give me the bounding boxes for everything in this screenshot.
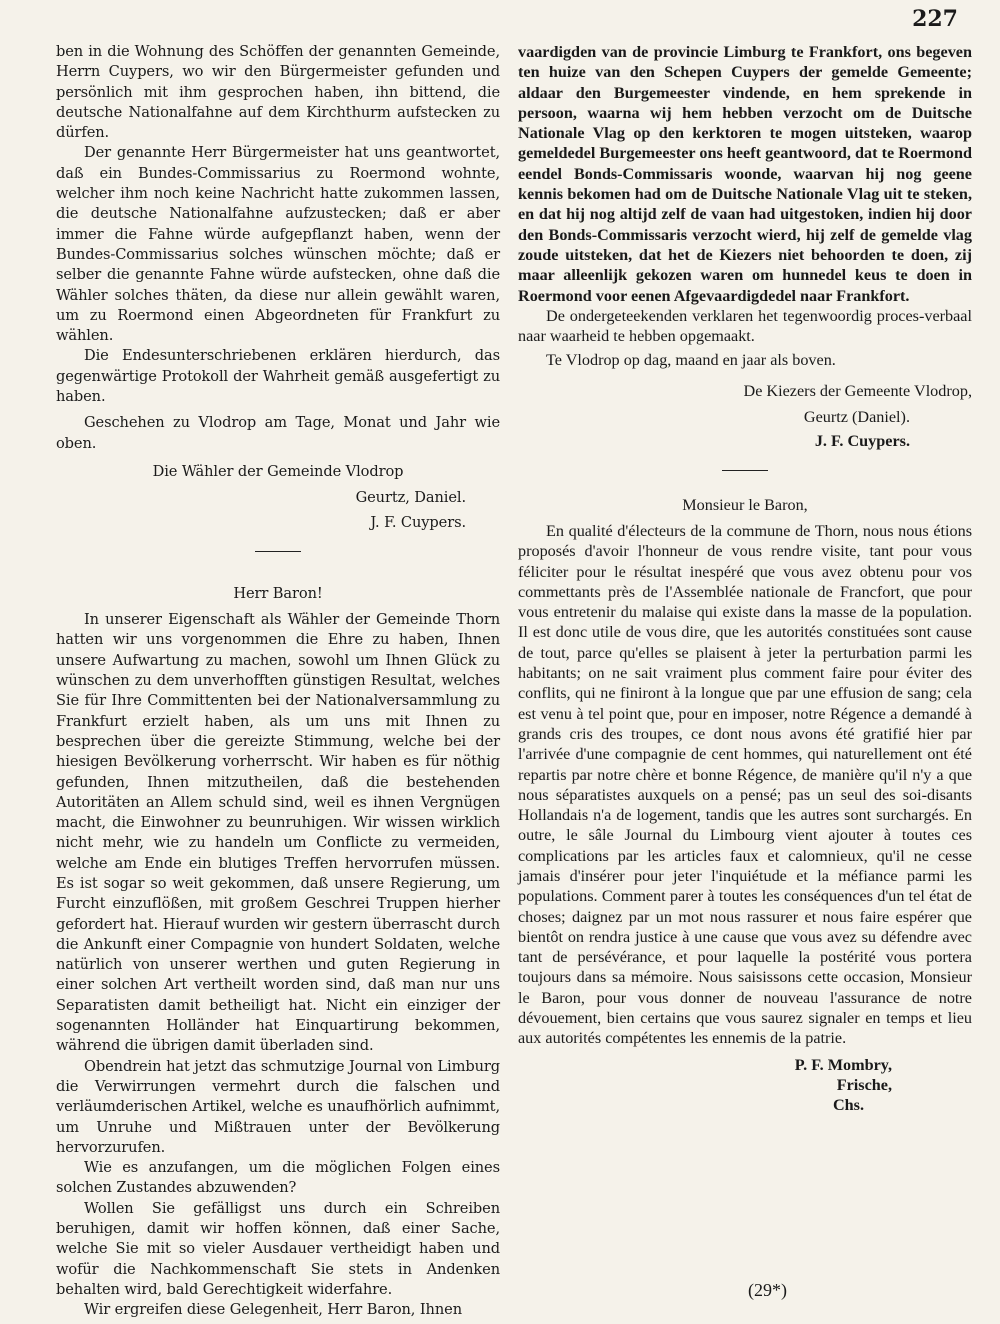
salutation: Monsieur le Baron, (682, 495, 808, 514)
paragraph: Wie es anzufangen, um die möglichen Folgen eines solchen Zustandes abzuwenden? (56, 1159, 500, 1197)
signature-name: Geurtz, Daniel. (355, 489, 466, 507)
signature-name: Chs. (832, 1096, 864, 1115)
paragraph: ben in die Wohnung des Schöffen der genannten Gemeinde, Herrn Cuypers, wo wir den Bürgermeister gefunden und persönlich mit ihm gesprochen haben, ihn bittend, die deutsche Nationalfahne auf dem Kirchthurm aufstecken zu dürfen. (56, 43, 500, 142)
paragraph: Der genannte Herr Bürgermeister hat uns geantwortet, daß ein Bundes-Commissarius zu Roermond wohnte, welcher ihm noch keine Nachricht hatte zukommen lassen, die deutsche Nationalfahne aufzustecken; daß er aber immer die Fahne würde aufgepflanzt haben, wenn der Bundes-Commissarius solches wünschen möchte; daß er selber die genannte Fahne würde aufstecken, ohne daß die Wähler solches thäten, da diese nur allein gewählt waren, um zu Roermond einen Abgeordneten für Frankfurt zu wählen. (56, 144, 500, 345)
paragraph: Wir ergreifen diese Gelegenheit, Herr Baron, Ihnen (84, 1301, 462, 1319)
paragraph: vaardigden van de provincie Limburg te Frankfort, ons begeven ten huize van den Schepen Cuypers der gemelde Gemeente; aldaar den Burgemeester vindende, en hem sprekende in persoon, waarna wij hem hebben verzocht om de Duitsche Nationale Vlag op den kerktoren te mogen uitsteken, waarop gemeldedel Burgemeester ons heeft geantwoord, dat te Roermond eendel Bonds-Commissaris woonde, waarvan hij nog geene kennis bekomen had om de Duitsche Nationale Vlag uit te steken, en dat hij nog altijd zelf de vaan had uitgestoken, indien hij door den Bonds-Commissaris verzocht wierd, hij zelf de gemelde vlag zoude uitsteken, dat het de Kiezers niet behoorden te doen, zij maar alleenlijk gekozen waren om hunnedel keus te doen in Roermond voor eenen Afgevaardigdedel naar Frankfort. (518, 43, 972, 305)
signature-name: J. F. Cuypers. (370, 513, 466, 531)
page-number: 227 (912, 6, 958, 32)
salutation: Herr Baron! (233, 584, 323, 602)
signature-title: Die Wähler der Gemeinde Vlodrop (152, 462, 404, 480)
paragraph: De ondergeteekenden verklaren het tegenwoordig proces-verbaal naar waarheid te hebben opgemaakt. (518, 306, 972, 346)
german-column (56, 42, 500, 1321)
paragraph: En qualité d'électeurs de la commune de Thorn, nous nous étions proposés d'avoir l'honneur de vous rendre visite, tant pour vous féliciter pour le résultat inespéré que vous avez obtenu pour vos commettants près de l'Assemblée nationale de Francfort, que pour vous entretenir du malaise qui existe dans la masse de la population. Il est donc utile de vous dire, que les autorités constituées sont cause de tout, parce qu'elles se plaisent à jeter la perturbation parmi les habitants; on ne sait vraiment plus comment faire pour éviter des conflits, qui ne finiront à la longue que par une effusion de sang; cela est venu à tel point que, pour en imposer, notre Régence a demandé à grands cris des troupes, ce dont nous avons été gratifié hier par l'arrivée d'une compagnie de cent hommes, qui naturellement ont été repartis par notre chère et bonne Régence, de manière qu'il n'y a que nous séparatistes auxquels on a pensé; pas un seul des soi-disants Hollandais n'a de logement, tandis que les autres sont surchargés. En outre, le sâle Journal du Limbourg vient ajouter à toutes ces complications par les articles faux et calomnieux, qu'il ne cesse jamais d'insérer pour jeter l'inquiétude et la méfiance parmi les populations. Comment parer à toutes les conséquences d'un tel état de choses; daignez par un mot nous rassurer et nous faire espérer que bientôt on rendra justice à une cause que vous avez su défendre avec tant de persévérance, et pour laquelle la postérité vous portera toujours dans sa mémoire. Nous saisissons cette occasion, Monsieur le Baron, pour vous donner de nouveau l'assurance de notre dévouement, bien certains que vous saurez signaler en temps et lieu aux autorités compétentes les ennemis de la patrie. (518, 521, 972, 1048)
divider (722, 470, 768, 471)
signature-mark: (29*) (748, 1280, 787, 1300)
signature-title: De Kiezers der Gemeente Vlodrop, (743, 381, 972, 400)
signature-name: Geurtz (Daniel). (803, 408, 910, 427)
paragraph: Te Vlodrop op dag, maand en jaar als boven. (546, 351, 836, 370)
paragraph: Die Endesunterschriebenen erklären hierdurch, das gegenwärtige Protokoll der Wahrheit gemäß ausgefertigt zu haben. (56, 347, 500, 406)
signature-name: J. F. Cuypers. (814, 432, 910, 451)
paragraph: Geschehen zu Vlodrop am Tage, Monat und Jahr wie oben. (56, 414, 500, 452)
paragraph: Obendrein hat jetzt das schmutzige Journal von Limburg die Verwirrungen vermehrt durch die falschen und verläumderischen Artikel, welche es unaufhörlich aufnimmt, um Unruhe und Mißtrauen unter der Bevölkerung hervorzurufen. (56, 1057, 500, 1156)
divider (255, 551, 301, 552)
dutch-french-column (518, 42, 972, 1116)
paragraph: In unserer Eigenschaft als Wähler der Gemeinde Thorn hatten wir uns vorgenommen die Ehre zu haben, Ihnen unsere Aufwartung zu machen, sowohl um Ihnen Glück zu wünschen zu dem unverhofften günstigen Resultat, welches Sie für Ihre Committenten bei der Nationalversammlung zu Frankfurt erzielt haben, als um uns mit Ihnen zu besprechen über die gereizte Stimmung, welche bei der hiesigen Bevölkerung vorherrscht. Wir haben es für nöthig gefunden, Ihnen mitzutheilen, daß die bestehenden Autoritäten an Allem schuld sind, weil es ihnen Vergnügen macht, die Einwohner zu beunruhigen. Wir wissen wirklich nicht mehr, wie zu handeln um Conflicte zu vermeiden, welche am Ende ein blutiges Treffen hervorrufen müssen. Es ist sogar so weit gekommen, daß unsere Regierung, um Furcht einzuflößen, mit großem Geschrei Truppen hierher gefordert hat. Hierauf wurden wir gestern überrascht durch die Ankunft einer Compagnie von hundert Soldaten, welche natürlich von unserer werthen und guten Regierung in einer solchen Art vertheilt worden sind, daß man nur uns Separatisten damit betheiligt hat. Nicht ein einziger der sogenannten Holländer hat Einquartirung bekommen, während die übrigen damit überladen sind. (56, 611, 500, 1055)
paragraph: Wollen Sie gefälligst uns durch ein Schreiben beruhigen, damit wir hoffen können, daß einer Sache, welche Sie mit so vieler Ausdauer vertheidigt haben und wofür die Nachkommenschaft Sie stets in Andenken behalten wird, bald Gerechtigkeit widerfahre. (56, 1199, 500, 1298)
signature-name: Frische, (836, 1075, 892, 1094)
signature-name: P. F. Mombry, (794, 1055, 892, 1074)
